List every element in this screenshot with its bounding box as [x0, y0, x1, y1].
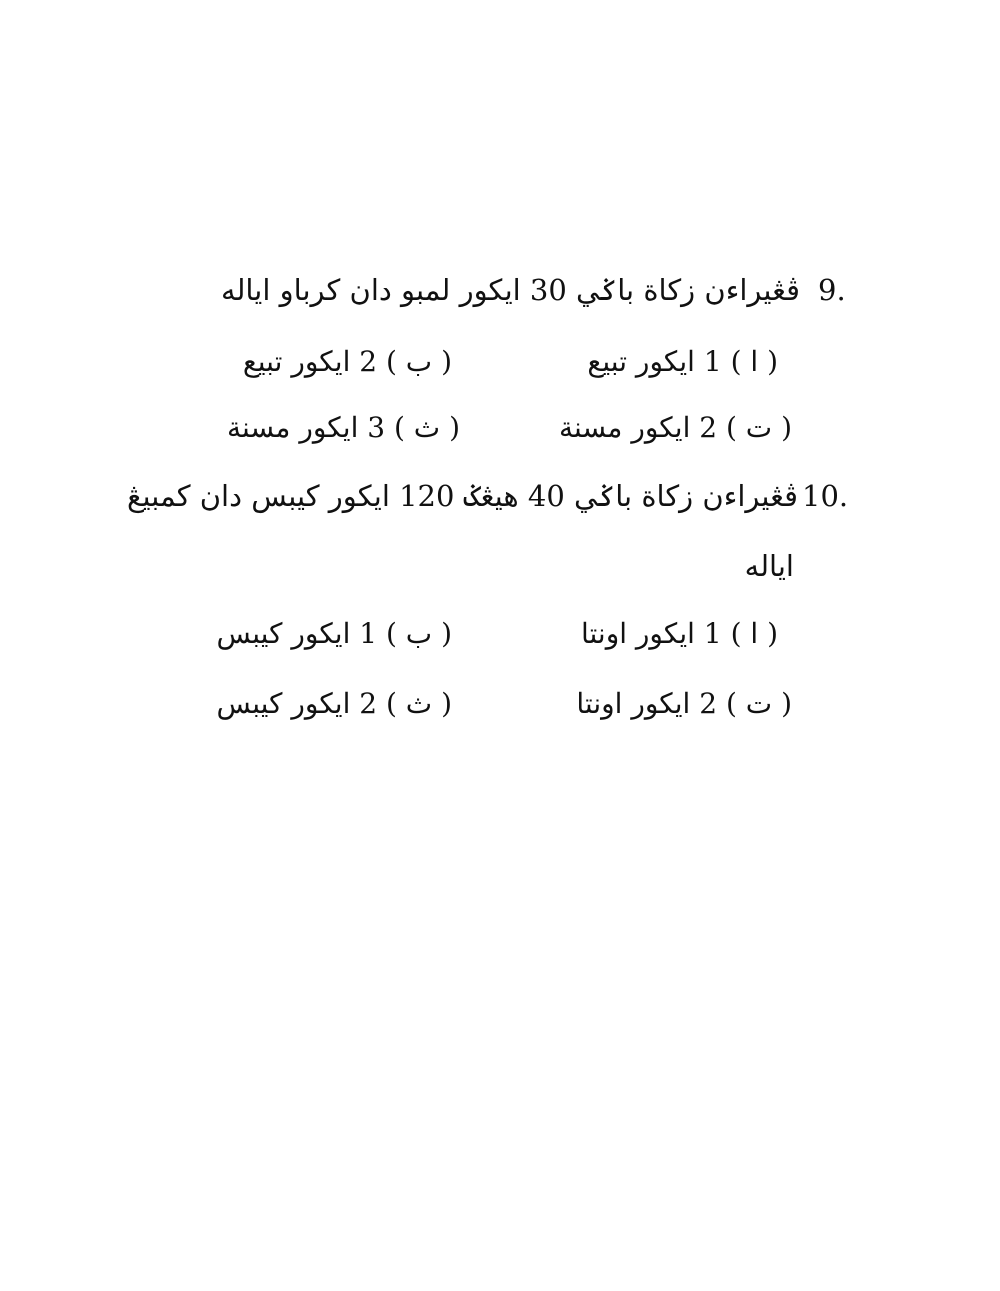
question-9-option-d[interactable]: ( ث ) 3 ايكور مسنة	[226, 411, 460, 444]
question-10-option-a[interactable]: ( ا ) 1 ايكور اونتا	[580, 617, 778, 650]
question-9-number: 9.	[818, 273, 846, 307]
question-9-option-c[interactable]: ( ت ) 2 ايكور مسنة	[558, 411, 792, 444]
question-10-option-b[interactable]: ( ب ) 1 ايكور كيبس	[216, 617, 452, 650]
question-9-option-b[interactable]: ( ب ) 2 ايكور تبيع	[242, 345, 452, 378]
question-9-option-a[interactable]: ( ا ) 1 ايكور تبيع	[587, 345, 778, 378]
question-10-option-c[interactable]: ( ت ) 2 ايكور اونتا	[576, 687, 792, 720]
question-10-option-d[interactable]: ( ث ) 2 ايكور كيبس	[216, 687, 452, 720]
question-9-text: ڤڠيراءن زكاة باݢي 30 ايكور لمبو دان كرباو اياله	[221, 273, 800, 307]
question-10-number: 10.	[802, 479, 849, 513]
question-10-text: ڤڠيراءن زكاة باݢي 40 هيڠݢ 120 ايكور كيبس دان كمبيڠ	[127, 479, 798, 513]
question-10-text-continued: اياله	[744, 549, 794, 583]
